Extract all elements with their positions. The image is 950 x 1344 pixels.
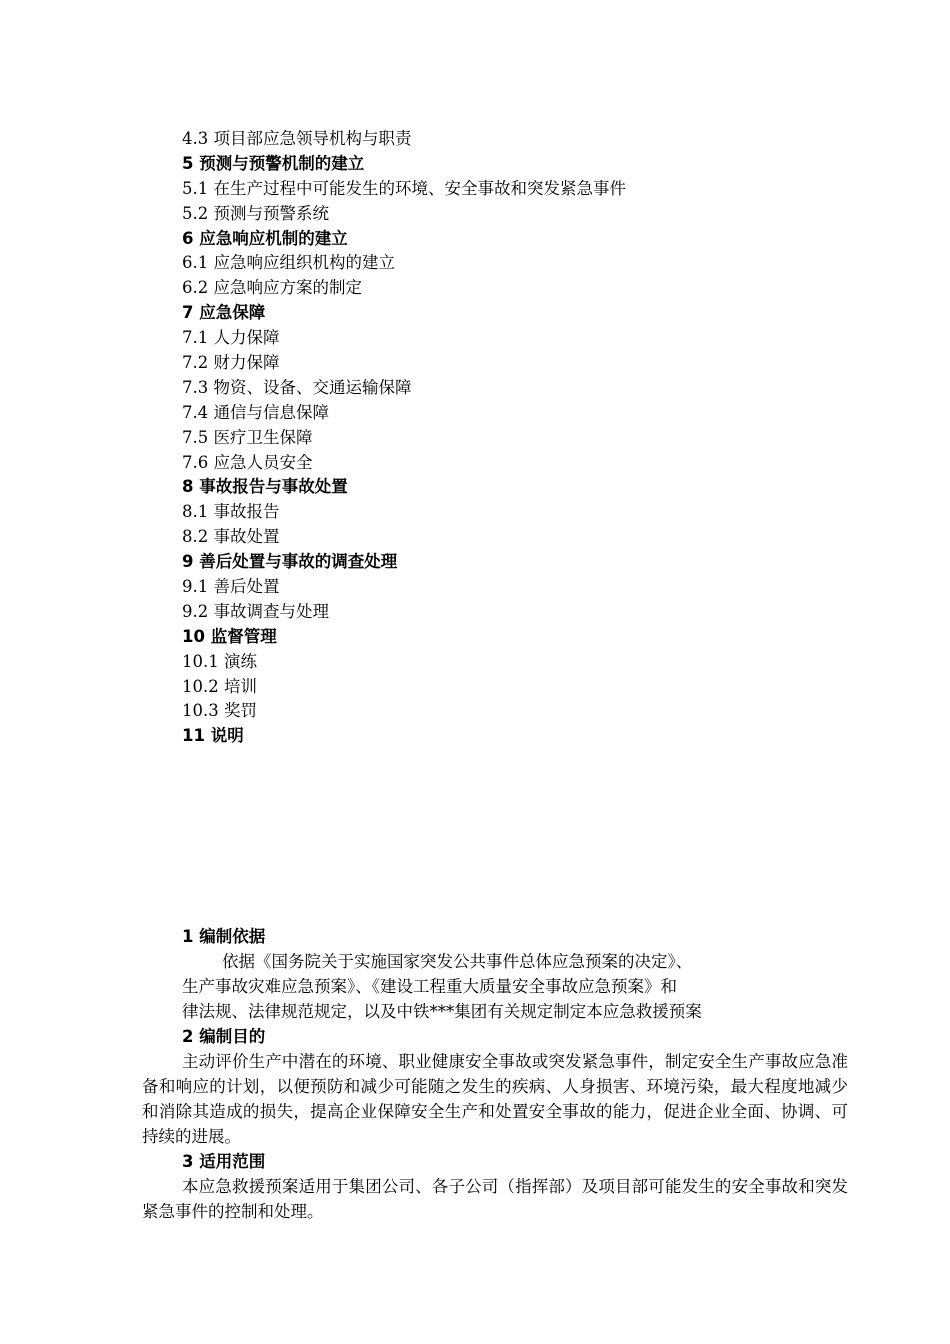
toc-heading: 11 说明 (182, 726, 244, 746)
toc-entry: 7.3 物资、设备、交通运输保障 (182, 377, 412, 397)
toc-entry: 6.2 应急响应方案的制定 (182, 278, 362, 298)
section-purpose-paragraph: 主动评价生产中潜在的环境、职业健康安全事故或突发紧急事件，制定安全生产事故应急准备和响应的计划，以便预防和减少可能随之发生的疾病、人身损害、环境污染，最大程度地减少和消除其造成的损失，提高企业保障安全生产和处置安全事故的能力，促进企业全面、协调、可持续的进展。 (142, 1052, 848, 1146)
toc-entry: 9.2 事故调查与处理 (182, 601, 329, 621)
toc-entry: 7.1 人力保障 (182, 328, 280, 348)
toc-entry: 5.1 在生产过程中可能发生的环境、安全事故和突发紧急事件 (182, 178, 626, 198)
section-heading-scope: 3 适用范围 (182, 1152, 266, 1171)
section-heading-basis: 1 编制依据 (182, 927, 266, 946)
paragraph-line: 依据《国务院关于实施国家突发公共事件总体应急预案的决定》、 (222, 952, 693, 971)
paragraph-line: 律法规、法律规范规定，以及中铁***集团有关规定制定本应急救援预案 (182, 1002, 702, 1021)
toc-heading: 6 应急响应机制的建立 (182, 228, 348, 248)
toc-entry: 7.5 医疗卫生保障 (182, 427, 313, 447)
section-scope-paragraph: 本应急救援预案适用于集团公司、各子公司（指挥部）及项目部可能发生的安全事故和突发紧急事件的控制和处理。 (142, 1177, 848, 1221)
toc-entry: 10.3 奖罚 (182, 701, 257, 721)
toc-entry: 10.2 培训 (182, 676, 257, 696)
toc-entry: 10.1 演练 (182, 651, 257, 671)
toc-entry: 7.6 应急人员安全 (182, 452, 313, 472)
toc-entry: 8.1 事故报告 (182, 502, 280, 522)
toc-entry: 8.2 事故处置 (182, 527, 280, 547)
toc-heading: 9 善后处置与事故的调查处理 (182, 552, 398, 572)
toc-entry: 7.2 财力保障 (182, 353, 280, 373)
toc-heading: 5 预测与预警机制的建立 (182, 153, 365, 173)
paragraph-line: 生产事故灾难应急预案》、《建设工程重大质量安全事故应急预案》和 (182, 977, 677, 996)
document-body (142, 924, 848, 1224)
toc-entry: 9.1 善后处置 (182, 577, 280, 597)
section-basis-paragraph (142, 949, 738, 1024)
toc-heading: 7 应急保障 (182, 303, 266, 323)
toc-entry: 7.4 通信与信息保障 (182, 402, 329, 422)
toc-heading: 10 监督管理 (182, 626, 277, 646)
toc-entry: 5.2 预测与预警系统 (182, 203, 329, 223)
toc-heading: 8 事故报告与事故处置 (182, 477, 348, 497)
table-of-contents (182, 127, 882, 749)
toc-entry: 6.1 应急响应组织机构的建立 (182, 253, 395, 273)
section-heading-purpose: 2 编制目的 (182, 1027, 266, 1046)
toc-entry: 4.3 项目部应急领导机构与职责 (182, 129, 412, 148)
